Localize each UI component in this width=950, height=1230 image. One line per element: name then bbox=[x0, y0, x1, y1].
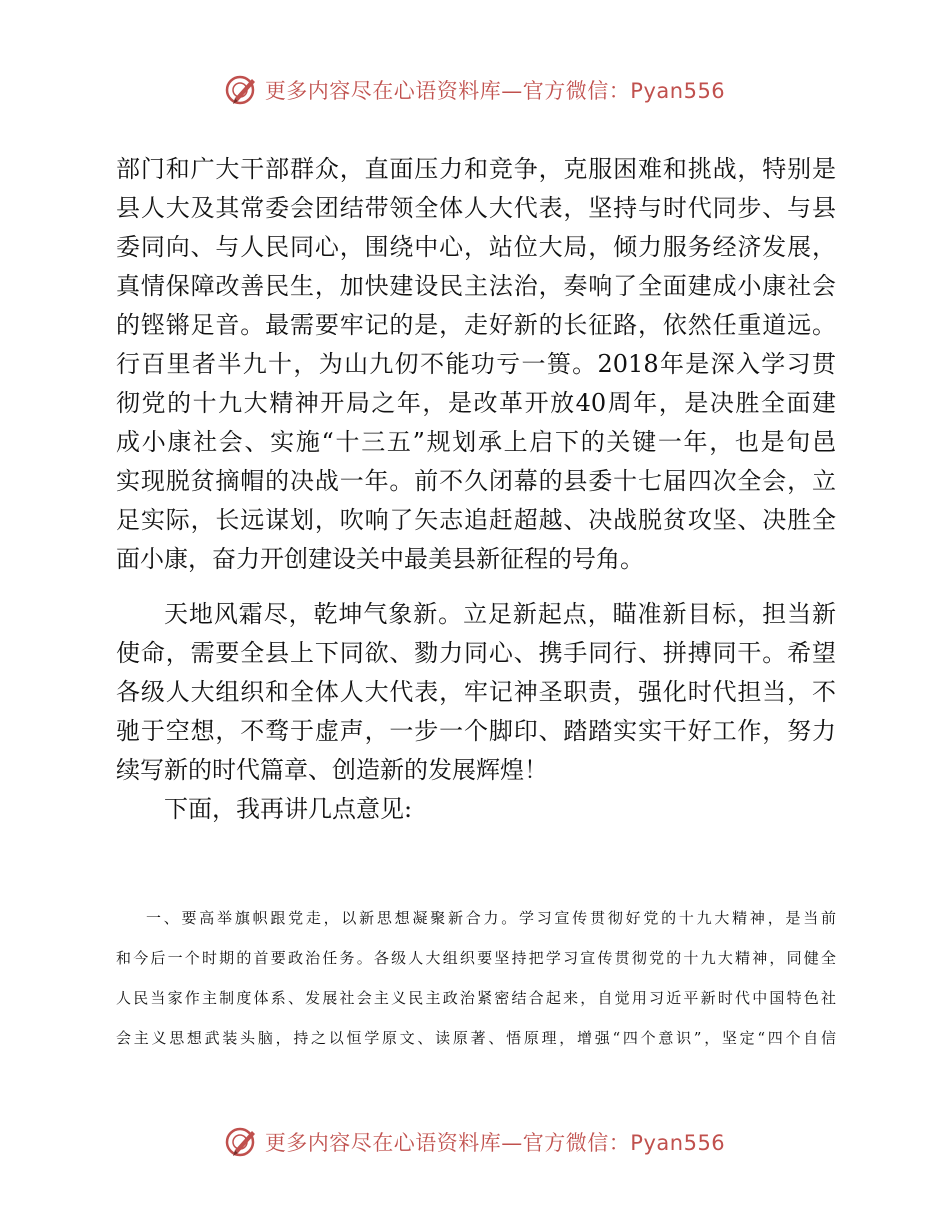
section-1-line: 和今后一个时期的首要政治任务。各级人大组织要坚持把学习宣传贯彻党的十九大精神，同健全 bbox=[116, 949, 836, 967]
paragraph-1-line: 足实际，长远谋划，吹响了矢志追赶超越、决战脱贫攻坚、决胜全 bbox=[116, 506, 836, 534]
paragraph-1-line: 真情保障改善民生，加快建设民主法治，奏响了全面建成小康社会 bbox=[116, 272, 836, 300]
paragraph-2-line: 驰于空想，不骛于虚声，一步一个脚印、踏踏实实干好工作，努力 bbox=[116, 717, 836, 745]
header-banner-text: 更多内容尽在心语资料库—官方微信：Pyan556 bbox=[264, 79, 726, 103]
pen-badge-icon bbox=[225, 1125, 259, 1159]
paragraph-2-line: 各级人大组织和全体人大代表，牢记神圣职责，强化时代担当，不 bbox=[116, 678, 836, 706]
section-1-line: 人民当家作主制度体系、发展社会主义民主政治紧密结合起来，自觉用习近平新时代中国特色社 bbox=[116, 989, 836, 1007]
paragraph-1-line: 实现脱贫摘帽的决战一年。前不久闭幕的县委十七届四次全会，立 bbox=[116, 467, 836, 495]
paragraph-1-line: 县人大及其常委会团结带领全体人大代表，坚持与时代同步、与县 bbox=[116, 194, 836, 222]
paragraph-1-line: 面小康，奋力开创建设关中最美县新征程的号角。 bbox=[116, 545, 644, 573]
paragraph-1-line: 行百里者半九十，为山九仞不能功亏一篑。2018年是深入学习贯 bbox=[116, 350, 836, 378]
section-1-line: 会主义思想武装头脑，持之以恒学原文、读原著、悟原理，增强“四个意识”，坚定“四个自信 bbox=[116, 1029, 836, 1047]
paragraph-1-line: 委同向、与人民同心，围绕中心，站位大局，倾力服务经济发展， bbox=[116, 233, 836, 261]
paragraph-2-line: 续写新的时代篇章、创造新的发展辉煌！ bbox=[116, 756, 548, 784]
section-1-line: 一、要高举旗帜跟党走，以新思想凝聚新合力。学习宣传贯彻好党的十九大精神，是当前 bbox=[146, 909, 836, 927]
footer-banner-text: 更多内容尽在心语资料库—官方微信：Pyan556 bbox=[264, 1131, 726, 1155]
paragraph-1-line: 部门和广大干部群众，直面压力和竞争，克服困难和挑战，特别是 bbox=[116, 155, 836, 183]
pen-badge-icon bbox=[225, 73, 259, 107]
paragraph-3: 下面，我再讲几点意见: bbox=[164, 795, 413, 823]
paragraph-2-line: 天地风霜尽，乾坤气象新。立足新起点，瞄准新目标，担当新 bbox=[164, 600, 836, 628]
section-1 bbox=[116, 898, 836, 1058]
paragraph-1-line: 彻党的十九大精神开局之年，是改革开放40周年，是决胜全面建 bbox=[116, 389, 836, 417]
paragraph-2-line: 使命，需要全县上下同欲、勠力同心、携手同行、拼搏同干。希望 bbox=[116, 639, 836, 667]
footer-banner bbox=[0, 1122, 950, 1162]
paragraph-1-line: 成小康社会、实施“十三五”规划承上启下的关键一年，也是旬邑 bbox=[116, 428, 836, 456]
header-banner bbox=[0, 70, 950, 110]
paragraph-1-line: 的铿锵足音。最需要牢记的是，走好新的长征路，依然任重道远。 bbox=[116, 311, 836, 339]
document-body bbox=[116, 150, 836, 829]
